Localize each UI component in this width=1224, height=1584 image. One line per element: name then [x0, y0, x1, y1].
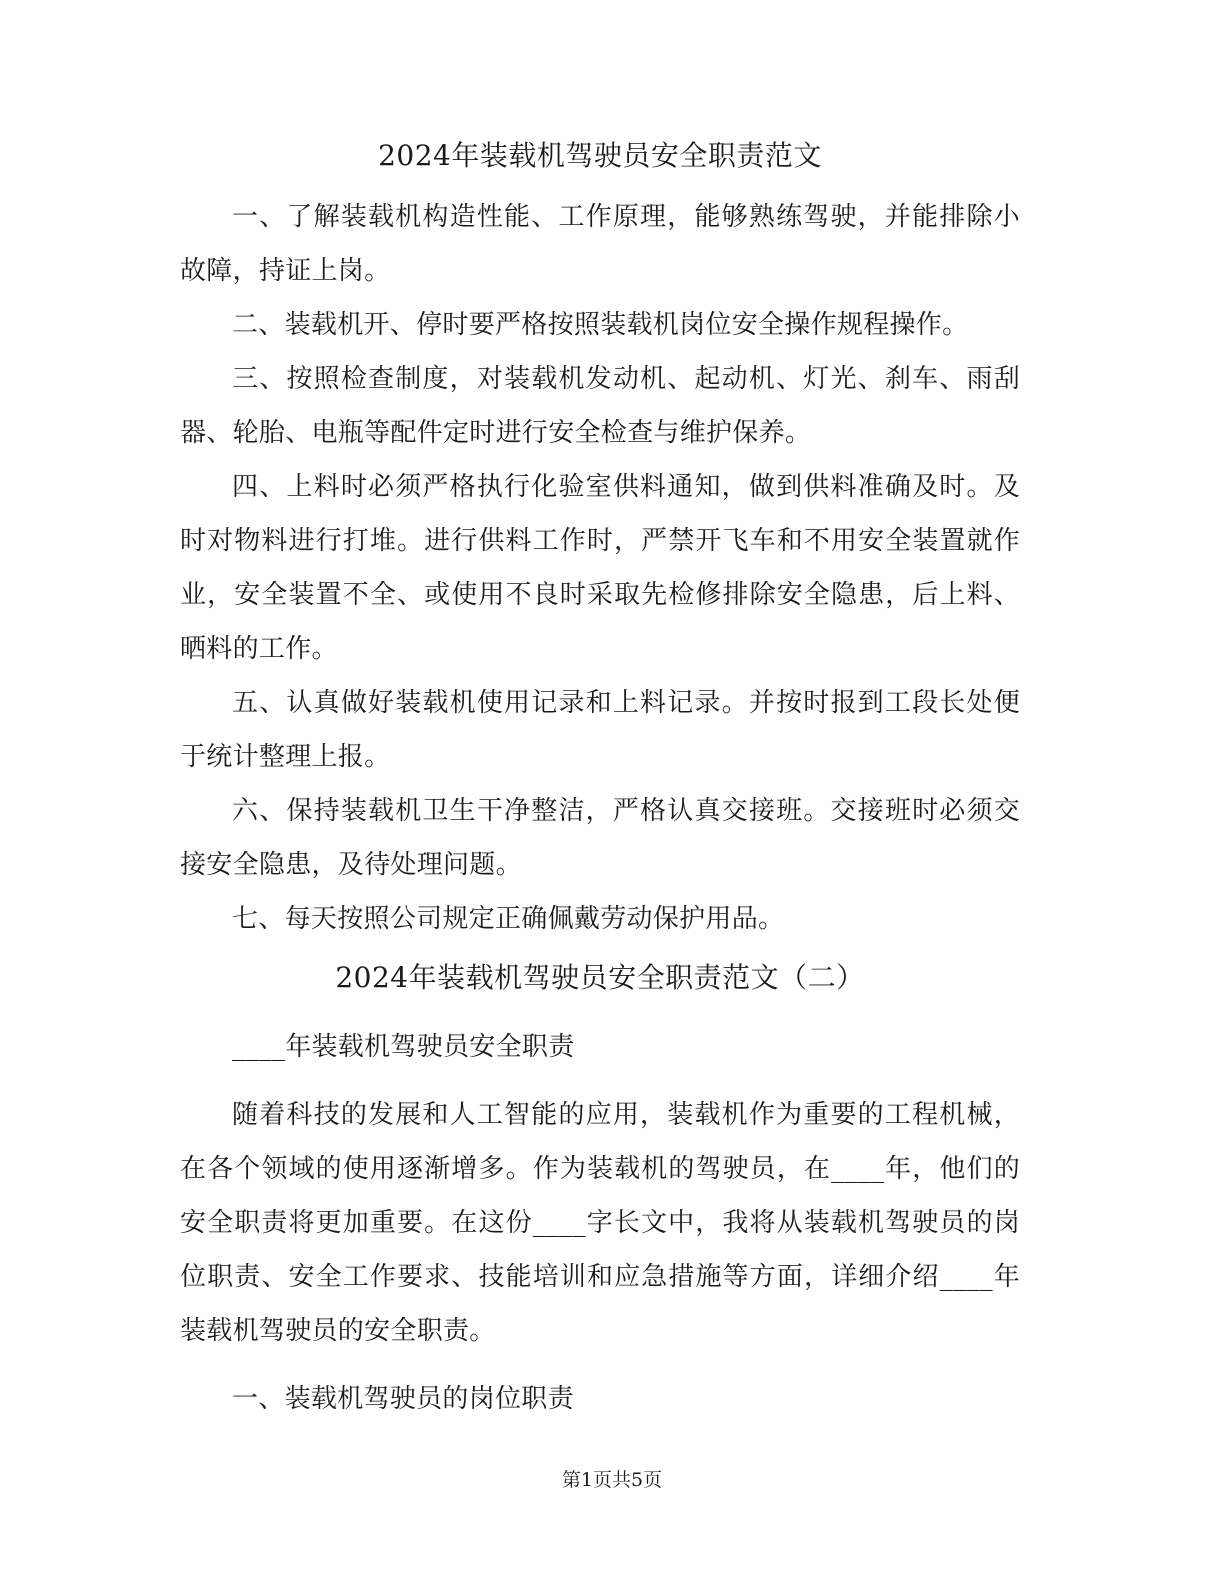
- section-2-paragraph-2: 一、装载机驾驶员的岗位职责: [232, 1384, 574, 1414]
- paragraph-5: 五、认真做好装载机使用记录和上料记录。并按时报到工段长处便于统计整理上报。: [180, 688, 1020, 772]
- paragraph-1: 一、了解装载机构造性能、工作原理，能够熟练驾驶，并能排除小故障，持证上岗。: [180, 202, 1020, 286]
- document-body: [180, 128, 1020, 1426]
- section-2-subheading: ____年装载机驾驶员安全职责: [232, 1032, 575, 1062]
- paragraph-3: 三、按照检查制度，对装载机发动机、起动机、灯光、刹车、雨刮器、轮胎、电瓶等配件定时进行安全检查与维护保养。: [180, 364, 1020, 448]
- page-number-footer: 第1页共5页: [561, 1469, 663, 1491]
- section-2-title: 2024年装载机驾驶员安全职责范文（二）: [335, 961, 865, 994]
- paragraph-7: 七、每天按照公司规定正确佩戴劳动保护用品。: [232, 904, 785, 934]
- paragraph-4: 四、上料时必须严格执行化验室供料通知，做到供料准确及时。及时对物料进行打堆。进行供料工作时，严禁开飞车和不用安全装置就作业，安全装置不全、或使用不良时采取先检修排除安全隐患，后上料、晒料的工作。: [180, 472, 1020, 664]
- document-title: 2024年装载机驾驶员安全职责范文: [378, 139, 822, 172]
- paragraph-6: 六、保持装载机卫生干净整洁，严格认真交接班。交接班时必须交接安全隐患，及待处理问题。: [180, 796, 1020, 880]
- section-2-paragraph-1: 随着科技的发展和人工智能的应用，装载机作为重要的工程机械，在各个领域的使用逐渐增多。作为装载机的驾驶员，在____年，他们的安全职责将更加重要。在这份____字长文中，我将从装载机驾驶员的岗位职责、安全工作要求、技能培训和应急措施等方面，详细介绍____年装载机驾驶员的安全职责。: [180, 1100, 1020, 1346]
- paragraph-2: 二、装载机开、停时要严格按照装载机岗位安全操作规程操作。: [232, 310, 969, 340]
